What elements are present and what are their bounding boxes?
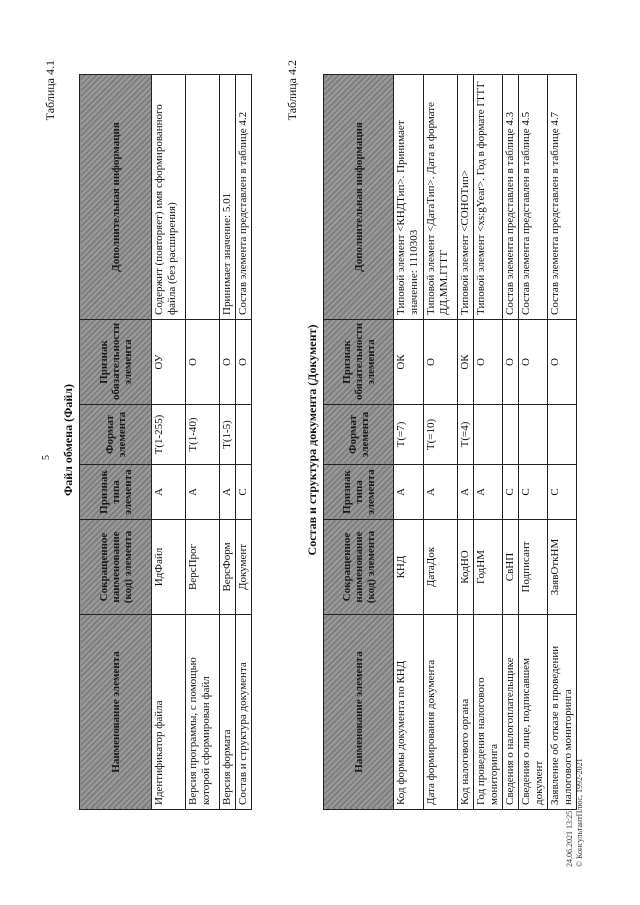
table-row <box>220 75 236 810</box>
table-cell <box>474 405 503 465</box>
footer-date: 24.06.2021 13:25 <box>565 810 574 867</box>
table-cell: О <box>186 320 220 405</box>
footer-source: © КонсультантПлюс, 1992-2021 <box>575 758 584 867</box>
table-cell <box>519 405 548 465</box>
table-cell: Т(=4) <box>458 405 474 465</box>
table-row <box>236 75 252 810</box>
table-4-1-label: Таблица 4.1 <box>43 60 57 121</box>
table-cell: Принимает значение: 5.01 <box>220 75 236 320</box>
table-row <box>503 75 519 810</box>
table-cell: Состав и структура документа <box>236 615 252 810</box>
table-4-1-header: Признак типа элемента <box>80 465 152 520</box>
table-cell: ОК <box>394 320 424 405</box>
table-cell: Типовой элемент <xs:gYear>. Год в формате ГГГГ <box>474 75 503 320</box>
table-cell: С <box>503 465 519 520</box>
table-cell: А <box>152 465 186 520</box>
table-4-1-header: Наименование элемента <box>80 615 152 810</box>
table-cell: О <box>474 320 503 405</box>
table-cell: С <box>548 465 577 520</box>
table-4-1 <box>79 74 252 810</box>
table-cell: А <box>474 465 503 520</box>
table-cell: ИдФайл <box>152 520 186 615</box>
table-row <box>186 75 220 810</box>
table-cell: ОК <box>458 320 474 405</box>
table-cell: Т(1-5) <box>220 405 236 465</box>
table-cell: КНД <box>394 520 424 615</box>
table-cell: О <box>424 320 458 405</box>
table-cell: Сведения о лице, подписавшем документ <box>519 615 548 810</box>
table-cell: Типовой элемент <СОНОТип> <box>458 75 474 320</box>
table-cell: Версия программы, с помощью которой сформирован файл <box>186 615 220 810</box>
table-cell: ВерсПрог <box>186 520 220 615</box>
table-4-1-caption: Файл обмена (Файл) <box>61 383 75 497</box>
table-cell: А <box>458 465 474 520</box>
table-cell: Содержит (повторяет) имя сформированного файла (без расширения) <box>152 75 186 320</box>
table-cell: Т(1-40) <box>186 405 220 465</box>
table-cell: О <box>503 320 519 405</box>
page-number: 5 <box>41 455 52 460</box>
table-4-2-header: Признак обязательности элемента <box>324 320 394 405</box>
table-cell: ГодНМ <box>474 520 503 615</box>
table-4-2-caption: Состав и структура документа (Документ) <box>305 324 319 556</box>
table-cell: СвНП <box>503 520 519 615</box>
table-cell: ОУ <box>152 320 186 405</box>
table-4-2-header: Сокращенное наименование (код) элемента <box>324 520 394 615</box>
table-cell: Т(1-255) <box>152 405 186 465</box>
table-4-2-header: Признак типа элемента <box>324 465 394 520</box>
table-cell: Подписант <box>519 520 548 615</box>
footer-stamp <box>565 758 585 867</box>
table-cell: Состав элемента представлен в таблице 4.3 <box>503 75 519 320</box>
table-cell: А <box>220 465 236 520</box>
table-cell <box>548 405 577 465</box>
table-cell: С <box>519 465 548 520</box>
table-row <box>152 75 186 810</box>
table-cell: Версия формата <box>220 615 236 810</box>
table-cell: А <box>186 465 220 520</box>
table-row <box>458 75 474 810</box>
table-cell: Т(=10) <box>424 405 458 465</box>
table-cell: ДатаДок <box>424 520 458 615</box>
table-4-1-header: Дополнительная информация <box>80 75 152 320</box>
table-cell: Заявление об отказе в проведении налогового мониторинга <box>548 615 577 810</box>
table-4-2-header: Формат элемента <box>324 405 394 465</box>
table-cell <box>236 405 252 465</box>
table-cell: Состав элемента представлен в таблице 4.7 <box>548 75 577 320</box>
table-row <box>424 75 458 810</box>
table-cell: О <box>548 320 577 405</box>
table-cell: ЗаявОткНМ <box>548 520 577 615</box>
table-cell: ВерсФорм <box>220 520 236 615</box>
table-row <box>474 75 503 810</box>
table-cell: Дата формирования документа <box>424 615 458 810</box>
table-cell <box>186 75 220 320</box>
table-cell: КодНО <box>458 520 474 615</box>
table-cell: Идентификатор файла <box>152 615 186 810</box>
table-row <box>394 75 424 810</box>
table-cell: Типовой элемент <ДатаТип>. Дата в формате ДД.ММ.ГГГГ <box>424 75 458 320</box>
table-cell: Т(=7) <box>394 405 424 465</box>
table-cell: С <box>236 465 252 520</box>
table-cell: Код формы документа по КНД <box>394 615 424 810</box>
table-4-2-header: Наименование элемента <box>324 615 394 810</box>
table-cell: А <box>424 465 458 520</box>
table-cell: О <box>220 320 236 405</box>
table-4-2 <box>323 74 577 810</box>
rotated-document-page <box>35 30 605 875</box>
table-cell: Сведения о налогоплательщике <box>503 615 519 810</box>
table-cell <box>503 405 519 465</box>
table-row <box>519 75 548 810</box>
table-4-1-header: Формат элемента <box>80 405 152 465</box>
table-cell: Документ <box>236 520 252 615</box>
table-4-1-header-row <box>80 75 152 810</box>
table-cell: Состав элемента представлен в таблице 4.5 <box>519 75 548 320</box>
table-cell: О <box>519 320 548 405</box>
table-cell: Код налогового органа <box>458 615 474 810</box>
table-cell: Состав элемента представлен в таблице 4.2 <box>236 75 252 320</box>
table-cell: Год проведения налогового мониторинга <box>474 615 503 810</box>
table-cell: О <box>236 320 252 405</box>
table-4-1-header: Сокращенное наименование (код) элемента <box>80 520 152 615</box>
table-4-1-header: Признак обязательности элемента <box>80 320 152 405</box>
table-row <box>548 75 577 810</box>
table-cell: А <box>394 465 424 520</box>
table-4-2-header: Дополнительная информация <box>324 75 394 320</box>
table-4-2-header-row <box>324 75 394 810</box>
table-4-2-label: Таблица 4.2 <box>285 60 299 121</box>
table-cell: Типовой элемент <КНДТип>. Принимает значение: 1110303 <box>394 75 424 320</box>
